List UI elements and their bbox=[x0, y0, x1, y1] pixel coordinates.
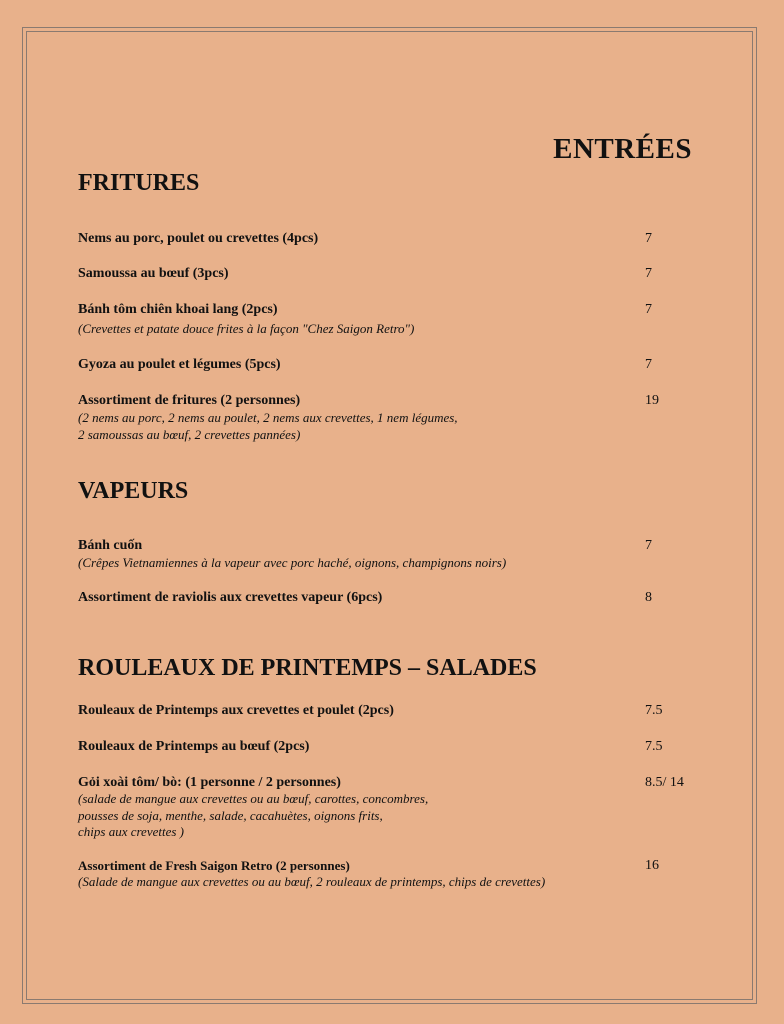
item-name: Gỏi xoài tôm/ bò: (1 personne / 2 personnes) bbox=[78, 775, 341, 790]
page-title: ENTRÉES bbox=[553, 133, 692, 165]
item-price: 7 bbox=[645, 266, 652, 281]
item-price: 16 bbox=[645, 858, 659, 873]
item-name: Bánh cuốn bbox=[78, 538, 143, 553]
menu-item bbox=[78, 265, 698, 282]
section-title-vapeurs: VAPEURS bbox=[78, 478, 189, 504]
item-price: 8.5/ 14 bbox=[645, 775, 684, 790]
menu-item bbox=[78, 589, 698, 606]
menu-item bbox=[78, 230, 698, 247]
item-price: 8 bbox=[645, 590, 652, 605]
item-price: 7 bbox=[645, 231, 652, 246]
item-name: Rouleaux de Printemps aux crevettes et poulet (2pcs) bbox=[78, 703, 394, 718]
item-name: Assortiment de raviolis aux crevettes vapeur (6pcs) bbox=[78, 590, 383, 605]
item-price: 7 bbox=[645, 538, 652, 553]
item-price: 19 bbox=[645, 393, 659, 408]
section-title-fritures: FRITURES bbox=[78, 170, 200, 196]
item-description: (Crêpes Vietnamiennes à la vapeur avec porc haché, oignons, champignons noirs) bbox=[78, 555, 507, 570]
item-name: Assortiment de Fresh Saigon Retro (2 personnes) bbox=[78, 858, 350, 873]
menu-item bbox=[78, 301, 698, 338]
menu-item bbox=[78, 356, 698, 373]
menu-item bbox=[78, 738, 698, 755]
item-name: Assortiment de fritures (2 personnes) bbox=[78, 393, 301, 408]
menu-item bbox=[78, 537, 698, 572]
menu-item bbox=[78, 392, 698, 443]
item-price: 7 bbox=[645, 357, 652, 372]
item-name: Samoussa au bœuf (3pcs) bbox=[78, 266, 229, 281]
menu-item bbox=[78, 774, 698, 841]
menu-item bbox=[78, 702, 698, 719]
item-name: Nems au porc, poulet ou crevettes (4pcs) bbox=[78, 231, 319, 246]
item-price: 7.5 bbox=[645, 739, 663, 754]
item-name: Bánh tôm chiên khoai lang (2pcs) bbox=[78, 302, 278, 317]
section-title-rouleaux-salades: ROULEAUX DE PRINTEMPS – SALADES bbox=[78, 655, 537, 681]
item-name: Gyoza au poulet et légumes (5pcs) bbox=[78, 357, 281, 372]
item-description: (2 nems au porc, 2 nems au poulet, 2 nems aux crevettes, 1 nem légumes, 2 samoussas au bœuf, 2 crevettes pannées) bbox=[78, 410, 458, 442]
menu-item bbox=[78, 857, 698, 891]
item-description: (Crevettes et patate douce frites à la façon "Chez Saigon Retro") bbox=[78, 321, 415, 336]
item-description: (Salade de mangue aux crevettes ou au bœuf, 2 rouleaux de printemps, chips de crevettes) bbox=[78, 874, 546, 889]
item-price: 7.5 bbox=[645, 703, 663, 718]
item-description: (salade de mangue aux crevettes ou au bœuf, carottes, concombres, pousses de soja, menthe, salade, cacahuètes, oignons frits, chips aux crevettes ) bbox=[78, 791, 429, 839]
item-name: Rouleaux de Printemps au bœuf (2pcs) bbox=[78, 739, 310, 754]
item-price: 7 bbox=[645, 302, 652, 317]
